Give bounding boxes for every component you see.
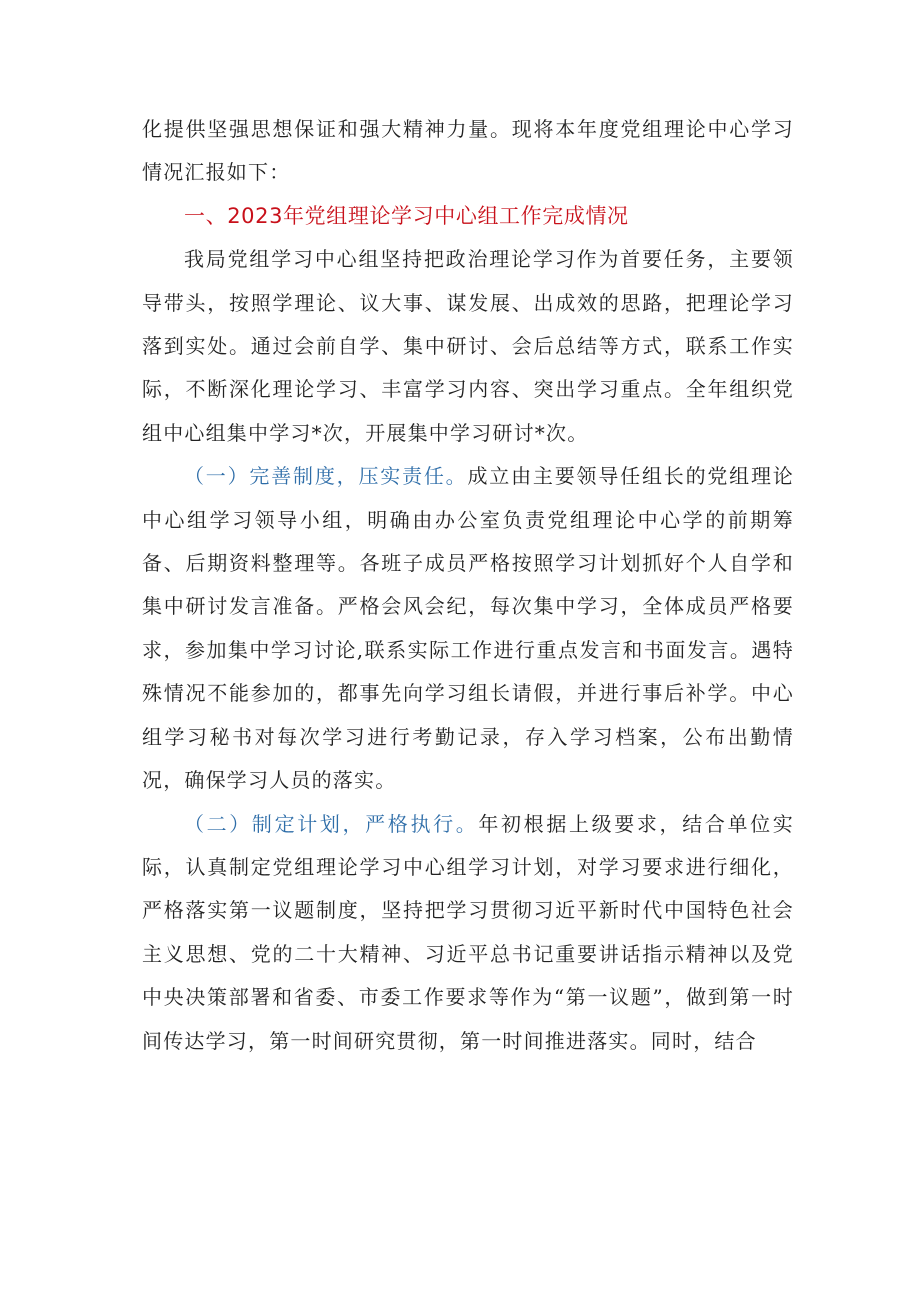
subsection-2-paragraph <box>142 803 794 1063</box>
intro-paragraph: 化提供坚强思想保证和强大精神力量。现将本年度党组理论中心学习情况汇报如下： <box>142 117 794 185</box>
subsection-1-title: （一）完善制度，压实责任。 <box>184 464 468 489</box>
subsection-2-title: （二）制定计划，严格执行。 <box>184 811 479 836</box>
section-heading-1: 一、2023年党组理论学习中心组工作完成情况 <box>184 203 629 228</box>
section-1-paragraph: 我局党组学习中心组坚持把政治理论学习作为首要任务，主要领导带头，按照学理论、议大事、谋发展、出成效的思路，把理论学习落到实处。通过会前自学、集中研讨、会后总结等方式，联系工作实际，不断深化理论学习、丰富学习内容、突出学习重点。全年组织党组中心组集中学习*次，开展集中学习研讨*次。 <box>142 247 794 445</box>
subsection-1-body: 成立由主要领导任组长的党组理论中心组学习领导小组，明确由办公室负责党组理论中心学的前期筹备、后期资料整理等。各班子成员严格按照学习计划抓好个人自学和集中研讨发言准备。严格会风会纪，每次集中学习，全体成员严格要求，参加集中学习讨论,联系实际工作进行重点发言和书面发言。遇特殊情况不能参加的，都事先向学习组长请假，并进行事后补学。中心组学习秘书对每次学习进行考勤记录，存入学习档案，公布出勤情况，确保学习人员的落实。 <box>142 464 794 793</box>
subsection-2-body: 年初根据上级要求，结合单位实际，认真制定党组理论学习中心组学习计划，对学习要求进行细化，严格落实第一议题制度，坚持把学习贯彻习近平新时代中国特色社会主义思想、党的二十大精神、习近平总书记重要讲话指示精神以及党中央决策部署和省委、市委工作要求等作为“第一议题”，做到第一时间传达学习，第一时间研究贯彻，第一时间推进落实。同时，结合 <box>142 811 794 1053</box>
document-body <box>142 108 794 1063</box>
subsection-1-paragraph <box>142 455 794 802</box>
